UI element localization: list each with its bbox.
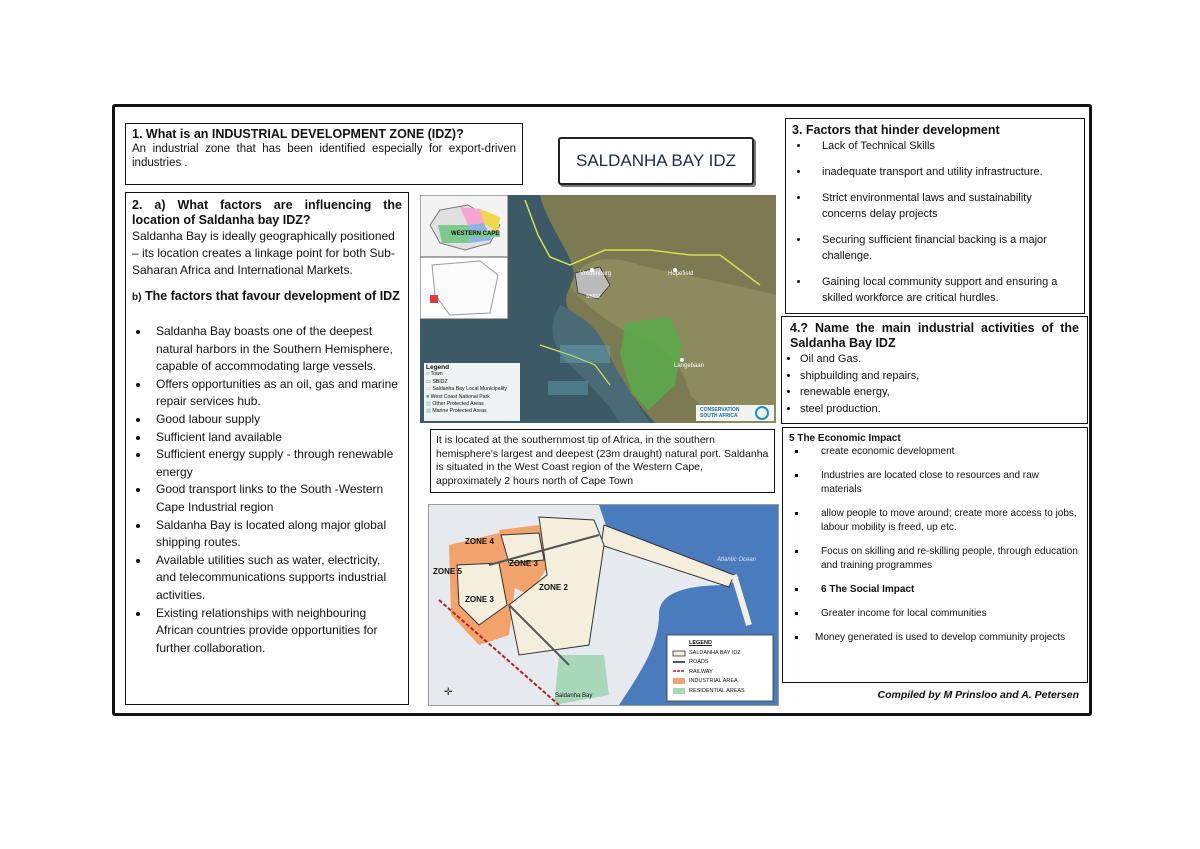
industrial-activities-list xyxy=(790,351,1079,417)
question-2b-title: The factors that favour development of IDZ xyxy=(144,289,400,303)
map-legend-item: ○ Town xyxy=(426,371,443,378)
list-item: • Saldanha Bay is located along major global shipping routes. xyxy=(150,517,402,552)
map-place-label: SBIDZ xyxy=(586,294,601,300)
map-legend-item: ▨ Marine Protected Areas xyxy=(426,408,487,415)
zones-legend-title: LEGEND xyxy=(689,640,712,646)
list-item: ▪ Industries are located close to resources and raw materials xyxy=(807,469,1081,497)
list-item: ▪ allow people to move around; create more access to jobs, labour mobility is freed, up etc. xyxy=(807,507,1081,535)
question-1-answer: An industrial zone that has been identified especially for export-driven industries . xyxy=(132,143,516,169)
question-5-heading: 5 The Economic Impact xyxy=(789,433,901,444)
conservation-logo: CONSERVATION SOUTH AFRICA xyxy=(700,407,740,419)
question-4-heading: 4.? Name the main industrial activities of the Saldanha Bay IDZ xyxy=(790,321,1079,350)
question-2b-heading xyxy=(132,289,402,305)
map-legend-item: ▭ SBIDZ xyxy=(426,378,448,385)
list-item: • Offers opportunities as an oil, gas and marine repair services hub. xyxy=(150,376,402,411)
zone-label: ZONE 2 xyxy=(539,583,568,592)
list-item: • Gaining local community support and ensuring a skilled workforce are critical hurdles. xyxy=(810,274,1078,306)
location-caption: It is located at the southernmost tip of Africa, in the southern hemisphere's largest and deepest (23m draught) natural port. Saldanha is situated in the West Coast region of the Western Cape, approximately 2 hours north of Cape Town xyxy=(436,434,769,487)
question-1-box xyxy=(125,123,523,185)
zone-label: ZONE 5 xyxy=(433,567,462,576)
list-item: • renewable energy, xyxy=(800,384,1079,401)
question-2a-answer: Saldanha Bay is ideally geographically positioned – its location creates a linkage point for both Sub-Saharan Africa and International Markets. xyxy=(132,229,395,277)
question-3-box xyxy=(785,118,1085,314)
list-item: • Sufficient energy supply - through renewable energy xyxy=(150,446,402,481)
list-item: • Good labour supply xyxy=(150,411,402,429)
zones-map-legend xyxy=(689,639,745,697)
map-legend-item: ▨ Other Protected Areas xyxy=(426,401,484,408)
question-4-box xyxy=(781,316,1088,424)
map-place-label: Langebaan xyxy=(674,363,705,369)
map-legend xyxy=(426,364,518,416)
map-legend-title: Legend xyxy=(426,364,450,371)
zone-label: ZONE 4 xyxy=(465,537,494,546)
zones-legend-item: RESIDENTIAL AREAS xyxy=(689,687,745,694)
list-item: • Available utilities such as water, electricity, and telecommunications supports industrial activities. xyxy=(150,552,402,605)
town-label: Saldanha Bay xyxy=(555,693,593,699)
question-1-heading: 1. What is an INDUSTRIAL DEVELOPMENT ZONE (IDZ)? xyxy=(132,127,464,141)
question-2a-heading: 2. a) What factors are influencing the location of Saldanha bay IDZ? xyxy=(132,198,402,227)
list-item: • Good transport links to the South -Western Cape Industrial region xyxy=(150,481,402,516)
zones-legend-item: INDUSTRIAL AREA xyxy=(689,678,738,685)
zones-legend-item: ROADS xyxy=(689,659,709,666)
question-3-heading: 3. Factors that hinder development xyxy=(792,123,1000,137)
zones-legend-item: RAILWAY xyxy=(689,668,713,675)
economic-impact-list xyxy=(789,445,1081,573)
saldanha-satellite-map xyxy=(420,195,776,423)
question-6-heading: ▪ 6 The Social Impact xyxy=(807,583,1081,597)
list-item: ▪ create economic development xyxy=(807,445,1081,459)
question-5-box xyxy=(782,427,1088,683)
list-item: • steel production. xyxy=(800,401,1079,418)
map-place-label: Vredenburg xyxy=(580,271,612,277)
favour-factors-list xyxy=(132,323,402,657)
map-legend-item: ▭ Saldanha Bay Local Municipality xyxy=(426,386,508,393)
list-item: • shipbuilding and repairs, xyxy=(800,368,1079,385)
svg-text:✛: ✛ xyxy=(444,687,453,698)
zone-label: ZONE 3 xyxy=(465,595,494,604)
list-item: • Existing relationships with neighbouring African countries provide opportunities for further collaboration. xyxy=(150,605,402,658)
list-item: • inadequate transport and utility infrastructure. xyxy=(810,164,1078,180)
list-item: • Securing sufficient financial backing is a major challenge. xyxy=(810,232,1078,264)
list-item: • Oil and Gas. xyxy=(800,351,1079,368)
list-item: • Strict environmental laws and sustainability concerns delay projects xyxy=(810,190,1078,222)
map-legend-item: ■ West Coast National Park xyxy=(426,393,490,400)
inset-map-label: WESTERN CAPE xyxy=(451,231,500,237)
social-impact-section xyxy=(789,583,1081,645)
list-item: • Sufficient land available xyxy=(150,429,402,447)
question-2-box xyxy=(125,192,409,705)
location-caption-box xyxy=(430,429,775,493)
list-item: • Saldanha Bay boasts one of the deepest natural harbors in the Southern Hemisphere, capable of accommodating large vessels. xyxy=(150,323,402,376)
map-place-label: Hopefield xyxy=(668,271,694,277)
list-item: ▪ Greater income for local communities xyxy=(807,607,1081,621)
ocean-label: Atlantic Ocean xyxy=(717,557,757,563)
list-item: • Lack of Technical Skills xyxy=(810,138,1078,154)
page-title: SALDANHA BAY IDZ xyxy=(558,137,754,185)
worksheet-frame xyxy=(112,104,1092,716)
zones-legend-item: SALDANHA BAY IDZ xyxy=(689,649,741,656)
hinder-factors-list xyxy=(792,138,1078,306)
zone-label: ZONE 3 xyxy=(509,559,538,568)
idz-zones-map xyxy=(428,504,779,706)
list-item: ▪ Focus on skilling and re-skilling people, through education and training programmes xyxy=(807,545,1081,573)
question-2b-prefix: b) xyxy=(132,292,142,303)
author-credit: Compiled by M Prinsloo and A. Petersen xyxy=(877,689,1079,701)
list-item: ▪ Money generated is used to develop community projects xyxy=(807,631,1081,645)
